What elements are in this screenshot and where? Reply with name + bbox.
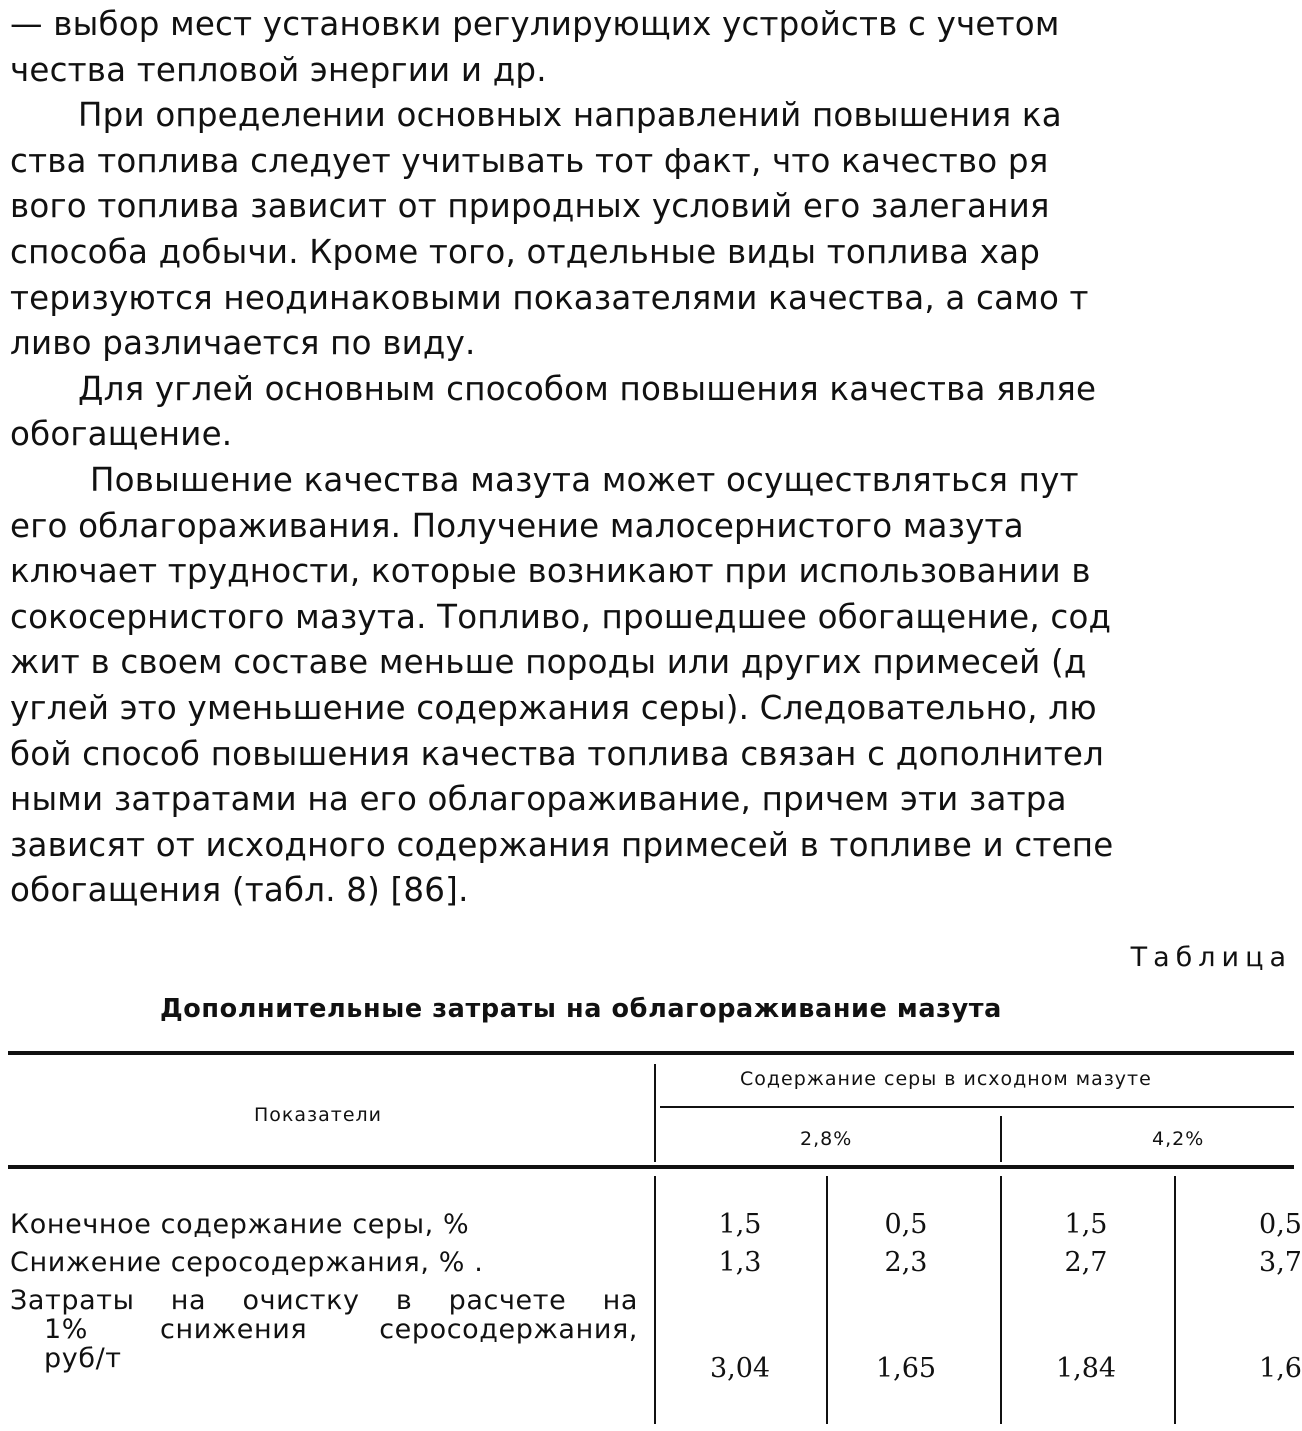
text-line: чества тепловой энергии и др. <box>10 50 547 89</box>
text-line: При определении основных направлений повышения ка <box>78 96 1062 135</box>
row-label: Конечное содержание серы, % <box>10 1209 470 1240</box>
table-cell: 0,5 <box>884 1209 928 1240</box>
table-cell: 1,65 <box>875 1353 937 1384</box>
column-divider <box>826 1176 828 1424</box>
row-label: Затраты на очистку в расчете на 1% снижения серосодержания, руб/т <box>10 1285 638 1374</box>
text-line: обогащения (табл. 8) [86]. <box>10 871 469 910</box>
body-text <box>10 2 1302 914</box>
table-cell: 2,7 <box>1064 1247 1108 1278</box>
header-sub-42: 4,2% <box>1152 1128 1205 1150</box>
header-sub-28: 2,8% <box>800 1128 853 1150</box>
text-line: углей это уменьшение содержания серы). Следовательно, лю <box>10 688 1097 727</box>
column-divider <box>1000 1176 1002 1424</box>
table-subheader-rule <box>660 1106 1294 1108</box>
table-cell: 1,5 <box>1064 1209 1108 1240</box>
column-divider <box>1000 1116 1002 1162</box>
text-line: ливо различается по виду. <box>10 324 476 363</box>
table-title: Дополнительные затраты на облагораживание мазута <box>160 994 1002 1024</box>
header-sulfur-group: Содержание серы в исходном мазуте <box>740 1068 1152 1090</box>
table-cell: 1,6 <box>1259 1353 1302 1384</box>
text-line: бой способ повышения качества топлива связан с дополнител <box>10 734 1105 773</box>
text-line: жит в своем составе меньше породы или других примесей (д <box>10 643 1087 682</box>
table-cell: 3,04 <box>709 1353 771 1384</box>
text-line: способа добычи. Кроме того, отдельные виды топлива хар <box>10 232 1041 271</box>
text-line: ключает трудности, которые возникают при использовании в <box>10 552 1091 591</box>
table-cell: 2,3 <box>884 1247 928 1278</box>
table-cell: 1,84 <box>1055 1353 1117 1384</box>
column-divider <box>654 1064 656 1162</box>
text-line: Повышение качества мазута может осуществляться пут <box>90 460 1079 499</box>
column-divider <box>654 1176 656 1424</box>
table-cell: 3,7 <box>1259 1247 1302 1278</box>
text-line: — выбор мест установки регулирующих устройств с учетом <box>10 5 1060 43</box>
header-indicators: Показатели <box>254 1104 383 1126</box>
table-header-rule <box>8 1165 1294 1169</box>
row-label: Снижение серосодержания, % . <box>10 1247 484 1278</box>
table-top-rule <box>8 1051 1294 1055</box>
text-line: Для углей основным способом повышения качества являе <box>78 369 1097 408</box>
text-line: сокосернистого мазута. Топливо, прошедшее обогащение, сод <box>10 597 1112 636</box>
table-cell: 1,5 <box>718 1209 762 1240</box>
table-cell: 1,3 <box>718 1247 762 1278</box>
text-line: ства топлива следует учитывать тот факт, что качество ря <box>10 141 1049 180</box>
text-line: обогащение. <box>10 415 233 454</box>
text-line: вого топлива зависит от природных условий его залегания <box>10 187 1050 226</box>
text-line: теризуются неодинаковыми показателями качества, а само т <box>10 278 1089 317</box>
table-caption: Таблица <box>1130 942 1292 973</box>
column-divider <box>1174 1176 1176 1424</box>
text-line: его облагораживания. Получение малосернистого мазута <box>10 506 1024 545</box>
text-line: ными затратами на его облагораживание, причем эти затра <box>10 780 1067 819</box>
table-cell: 0,5 <box>1259 1209 1302 1240</box>
text-line: зависят от исходного содержания примесей в топливе и степе <box>10 825 1114 864</box>
